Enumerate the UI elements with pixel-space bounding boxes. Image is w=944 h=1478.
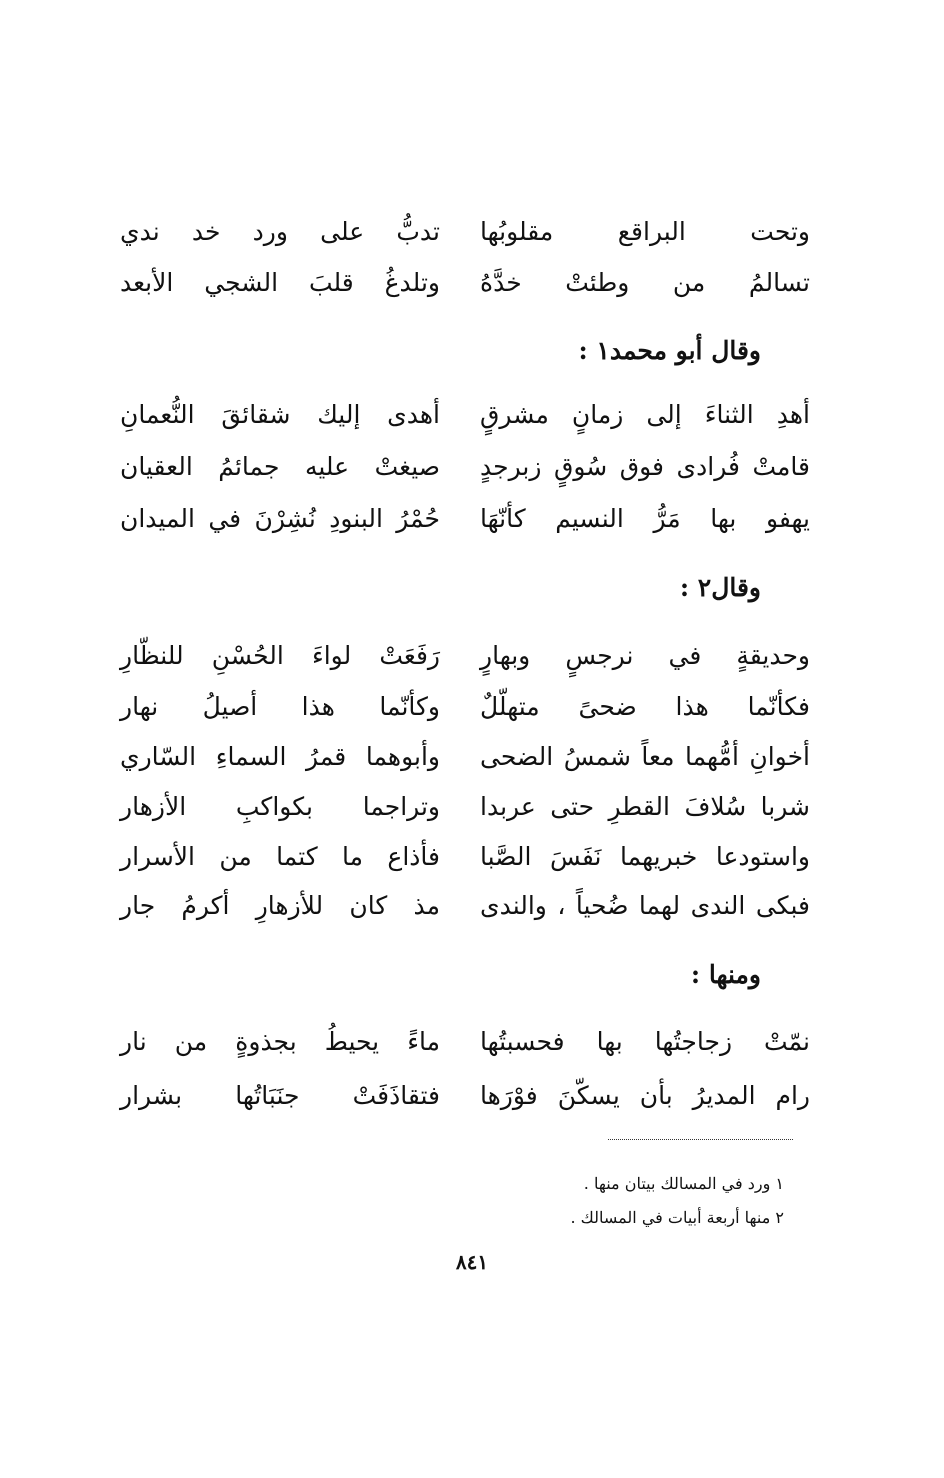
verse-line bbox=[120, 495, 810, 541]
verse-second-hemistich: ماءً يحيطُ بجذوةٍ من نار bbox=[120, 1026, 440, 1056]
verse-second-hemistich: وكأنّما هذا أصيلُ نهار bbox=[120, 691, 440, 721]
poem-intro: وقال٢ : bbox=[679, 573, 761, 602]
verse-first-hemistich: واستودعا خبريهما نَفَسَ الصَّبا bbox=[480, 841, 810, 871]
verse-first-hemistich: تسالمُ من وطئتْ خدَّهُ bbox=[480, 267, 810, 297]
verse-second-hemistich: وأبوهما قمرُ السماءِ السّاري bbox=[120, 741, 440, 771]
footnote: ١ ورد في المسالك بيتان منها . bbox=[583, 1174, 784, 1193]
verse-first-hemistich: نمّتْ زجاجتُها بها فحسبتُها bbox=[480, 1026, 810, 1056]
verse-first-hemistich: رام المديرُ بأن يسكّنَ فوْرَها bbox=[480, 1080, 810, 1110]
verse-first-hemistich: يهفو بها مَرُّ النسيم كأنّهَا bbox=[480, 503, 810, 533]
poem-intro: وقال أبو محمد١ : bbox=[578, 336, 761, 365]
verse-first-hemistich: أهدِ الثناءَ إلى زمانٍ مشرقٍ bbox=[480, 399, 810, 429]
page-number: ٨٤١ bbox=[455, 1250, 489, 1274]
verse-second-hemistich: رَفَعَتْ لواءَ الحُسْنِ للنظّارِ bbox=[120, 640, 440, 670]
verse-second-hemistich: تدبُّ على ورد خد ندي bbox=[120, 216, 440, 246]
verse-second-hemistich: صيغتْ عليه جمائمُ العقيان bbox=[120, 451, 440, 481]
verse-first-hemistich: شربا سُلافَ القطرِ حتى عربدا bbox=[480, 791, 810, 821]
poem-intro: ومنها : bbox=[690, 960, 761, 989]
verse-first-hemistich: وحديقةٍ في نرجسٍ وبهارٍ bbox=[480, 640, 810, 670]
verse-line bbox=[120, 443, 810, 489]
verse-line bbox=[120, 833, 810, 879]
verse-first-hemistich: فبكى الندى لهما ضُحياً ، والندى bbox=[480, 890, 810, 920]
verse-first-hemistich: قامتْ فُرادى فوق سُوقٍ زبرجدٍ bbox=[480, 451, 810, 481]
verse-line bbox=[120, 208, 810, 254]
verse-line bbox=[120, 783, 810, 829]
verse-line bbox=[120, 683, 810, 729]
verse-first-hemistich: أخوانِ أمُّهما معاً شمسُ الضحى bbox=[480, 741, 810, 771]
verse-second-hemistich: فأذاع ما كتما من الأسرار bbox=[120, 841, 440, 871]
verse-second-hemistich: أهدى إليك شقائقَ النُّعمانِ bbox=[120, 399, 440, 429]
footnote-separator bbox=[608, 1139, 793, 1140]
verse-first-hemistich: فكأنّما هذا ضحىً متهلّلٌ bbox=[480, 691, 810, 721]
verse-second-hemistich: وتراجما بكواكبِ الأزهار bbox=[120, 791, 440, 821]
verse-line bbox=[120, 733, 810, 779]
verse-second-hemistich: مذ كان للأزهارِ أكرمُ جار bbox=[120, 890, 440, 920]
verse-line bbox=[120, 391, 810, 437]
verse-second-hemistich: فتقاذَفَتْ جنَبَاتُها بشرار bbox=[120, 1080, 440, 1110]
verse-line bbox=[120, 1072, 810, 1118]
verse-line bbox=[120, 632, 810, 678]
verse-line bbox=[120, 1018, 810, 1064]
verse-line bbox=[120, 882, 810, 928]
verse-second-hemistich: حُمْرُ البنودِ نُشِرْنَ في الميدان bbox=[120, 503, 440, 533]
verse-first-hemistich: وتحت البراقع مقلوبُها bbox=[480, 216, 810, 246]
verse-line bbox=[120, 259, 810, 305]
footnote: ٢ منها أربعة أبيات في المسالك . bbox=[570, 1208, 784, 1227]
verse-second-hemistich: وتلدغُ قلبَ الشجي الأبعد bbox=[120, 267, 440, 297]
